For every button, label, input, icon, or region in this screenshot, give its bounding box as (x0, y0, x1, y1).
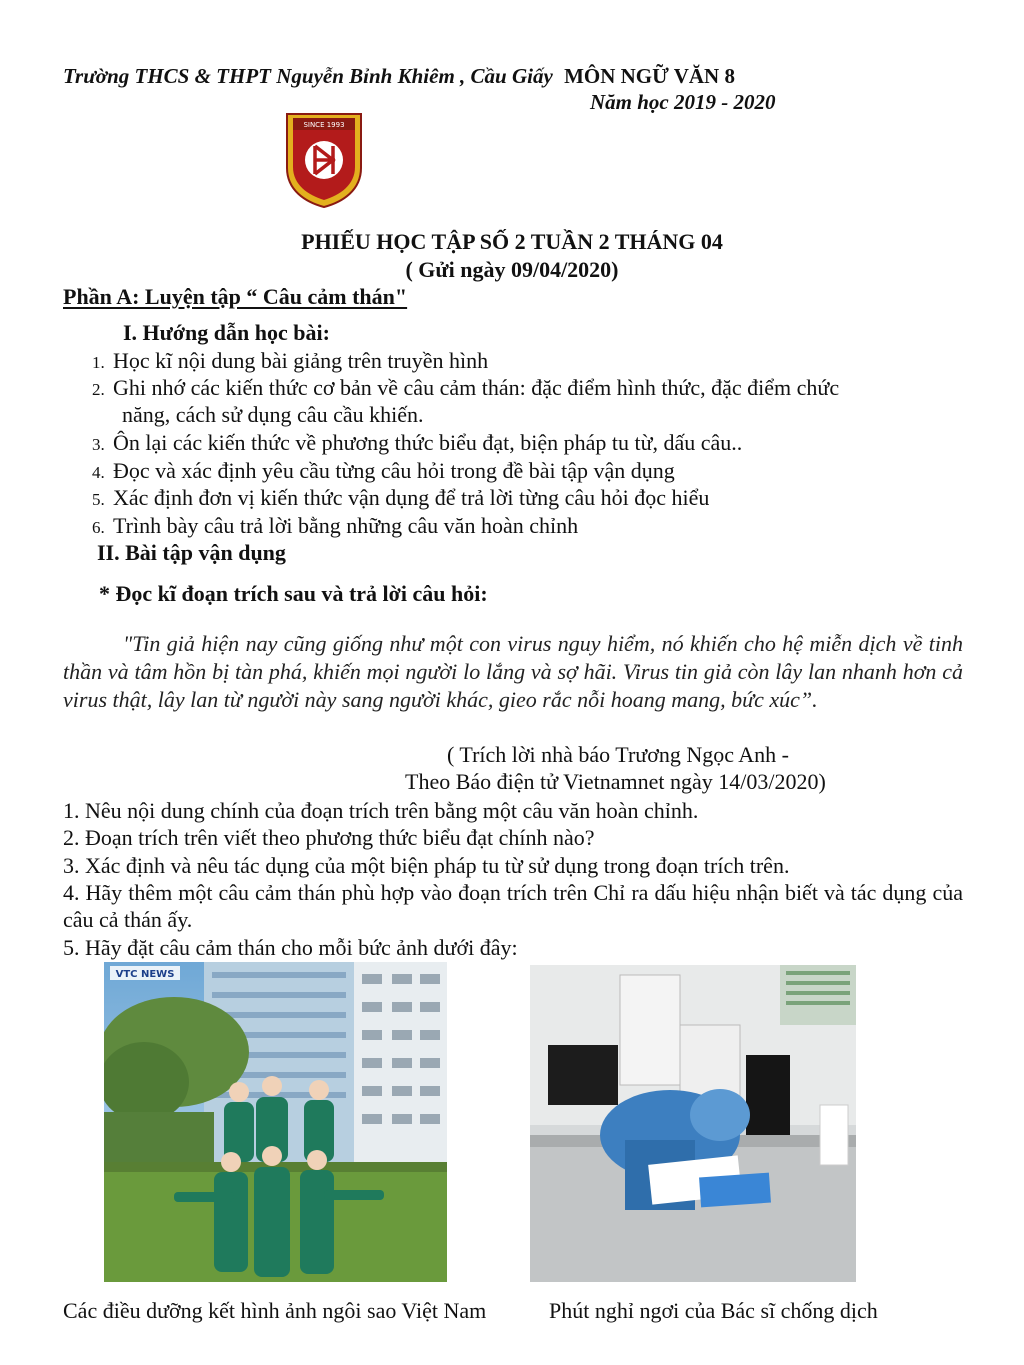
quote-source-line1: ( Trích lời nhà báo Trương Ngọc Anh - (447, 742, 789, 767)
exercise-heading: II. Bài tập vận dụng (97, 540, 286, 565)
quote-passage: "Tin giả hiện nay cũng giống như một con virus nguy hiểm, nó khiến cho hệ miễn dịch về tinh thần và tâm hồn bị tàn phá, khiến mọi người lo lắng và sợ hãi. Virus tin giả còn lây lan nhanh hơn cả virus thật, lây lan từ người này sang người khác, gieo rắc nỗi hoang mang, bức xúc”. (63, 631, 963, 712)
section-a-heading: Phần A: Luyện tập “ Câu cảm thán" (63, 284, 408, 309)
quote-source-line2: Theo Báo điện tử Vietnamnet ngày 14/03/2020) (405, 769, 826, 794)
question-4: 4. Hãy thêm một câu cảm thán phù hợp vào đoạn trích trên Chỉ ra dấu hiệu nhận biết và tác dụng của câu cả thán ấy. (63, 880, 963, 932)
school-name: Trường THCS & THPT Nguyễn Bỉnh Khiêm , Cầu Giấy (63, 64, 553, 88)
exercise-instruction: * Đọc kĩ đoạn trích sau và trả lời câu hỏi: (99, 581, 488, 606)
guide-item: 4. Đọc và xác định yêu cầu từng câu hỏi trong đề bài tập vận dụng (92, 458, 675, 483)
guide-item: 5. Xác định đơn vị kiến thức vận dụng để trả lời từng câu hỏi đọc hiểu (92, 485, 710, 510)
question-1: 1. Nêu nội dung chính của đoạn trích trên bằng một câu văn hoàn chỉnh. (63, 798, 699, 823)
photo-doctor (530, 965, 856, 1282)
guide-item: 3. Ôn lại các kiến thức về phương thức biểu đạt, biện pháp tu từ, dấu câu.. (92, 430, 743, 455)
photo-watermark: VTC NEWS (115, 969, 175, 980)
photo-nurses (104, 962, 447, 1282)
guide-item: 1. Học kĩ nội dung bài giảng trên truyền hình (92, 348, 489, 373)
photo-caption-2: Phút nghỉ ngơi của Bác sĩ chống dịch (549, 1298, 878, 1323)
worksheet-title: PHIẾU HỌC TẬP SỐ 2 TUẦN 2 THÁNG 04 (301, 229, 723, 254)
guide-item-continued: năng, cách sử dụng câu cầu khiến. (122, 402, 424, 427)
question-3: 3. Xác định và nêu tác dụng của một biện pháp tu từ sử dụng trong đoạn trích trên. (63, 853, 790, 878)
guide-heading: I. Hướng dẫn học bài: (123, 320, 330, 345)
logo-text: SINCE 1993 (303, 121, 345, 129)
school-year: Năm học 2019 - 2020 (590, 90, 776, 114)
question-5: 5. Hãy đặt câu cảm thán cho mỗi bức ảnh dưới đây: (63, 935, 518, 960)
guide-item: 6. Trình bày câu trả lời bằng những câu văn hoàn chỉnh (92, 513, 579, 538)
photo-caption-1: Các điều dưỡng kết hình ảnh ngôi sao Việt Nam (63, 1298, 487, 1323)
subject-name: MÔN NGỮ VĂN 8 (564, 64, 735, 88)
school-logo (285, 112, 363, 208)
question-2: 2. Đoạn trích trên viết theo phương thức biểu đạt chính nào? (63, 825, 595, 850)
guide-item: 2. Ghi nhớ các kiến thức cơ bản về câu cảm thán: đặc điểm hình thức, đặc điểm chức (92, 375, 840, 400)
school-header (63, 64, 735, 89)
worksheet-date: ( Gửi ngày 09/04/2020) (405, 257, 619, 282)
